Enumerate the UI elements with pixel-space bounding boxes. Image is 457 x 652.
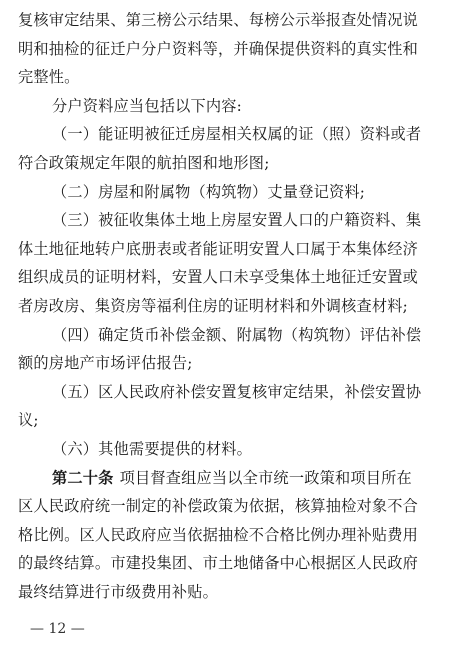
item-3-line-4: 者房改房、集资房等福利住房的证明材料和外调核查材料; <box>18 297 409 315</box>
paragraph-line-2: 明和抽检的征迁户分户资料等，并确保提供资料的真实性和 <box>18 39 419 58</box>
article-20-line-5: 最终结算进行市级费用补贴。 <box>18 583 219 601</box>
item-1-line-2: 符合政策规定年限的航拍图和地形图; <box>18 154 270 172</box>
item-4-line-1: （四）确定货币补偿金额、附属物（构筑物）评估补偿 <box>52 325 422 344</box>
article-20-line-4: 的最终结算。市建投集团、市土地储备中心根据区人民政府 <box>18 554 419 573</box>
item-5-line-2: 议; <box>18 411 39 430</box>
item-3-line-3: 组织成员的证明材料，安置人口未享受集体土地征迁安置或 <box>18 268 419 287</box>
article-text: 项目督查组应当以全市统一政策和项目所在 <box>119 468 412 487</box>
article-heading: 第二十条 <box>52 468 114 487</box>
item-3-line-2: 体土地征地转户底册表或者能证明安置人口属于本集体经济 <box>18 239 419 258</box>
item-5-line-1: （五）区人民政府补偿安置复核审定结果，补偿安置协 <box>52 382 422 401</box>
paragraph-line-1: 复核审定结果、第三榜公示结果、每榜公示举报查处情况说 <box>18 11 419 29</box>
article-20-line-1 <box>52 468 412 488</box>
item-4-line-2: 额的房地产市场评估报告; <box>18 354 193 373</box>
section-intro-line: 分户资料应当包括以下内容: <box>52 96 242 115</box>
item-3-line-1: （三）被征收集体土地上房屋安置人口的户籍资料、集 <box>52 211 422 230</box>
item-2-line-1: （二）房屋和附属物（构筑物）丈量登记资料; <box>52 182 366 201</box>
item-6-line-1: （六）其他需要提供的材料。 <box>52 440 253 458</box>
page-number: — 12 — <box>30 621 85 637</box>
article-20-line-2: 区人民政府统一制定的补偿政策为依据，核算抽检对象不合 <box>18 497 419 516</box>
item-1-line-1: （一）能证明被征迁房屋相关权属的证（照）资料或者 <box>52 125 422 144</box>
paragraph-line-3: 完整性。 <box>18 68 80 87</box>
article-20-line-3: 格比例。区人民政府应当依据抽检不合格比例办理补贴费用 <box>18 525 419 544</box>
